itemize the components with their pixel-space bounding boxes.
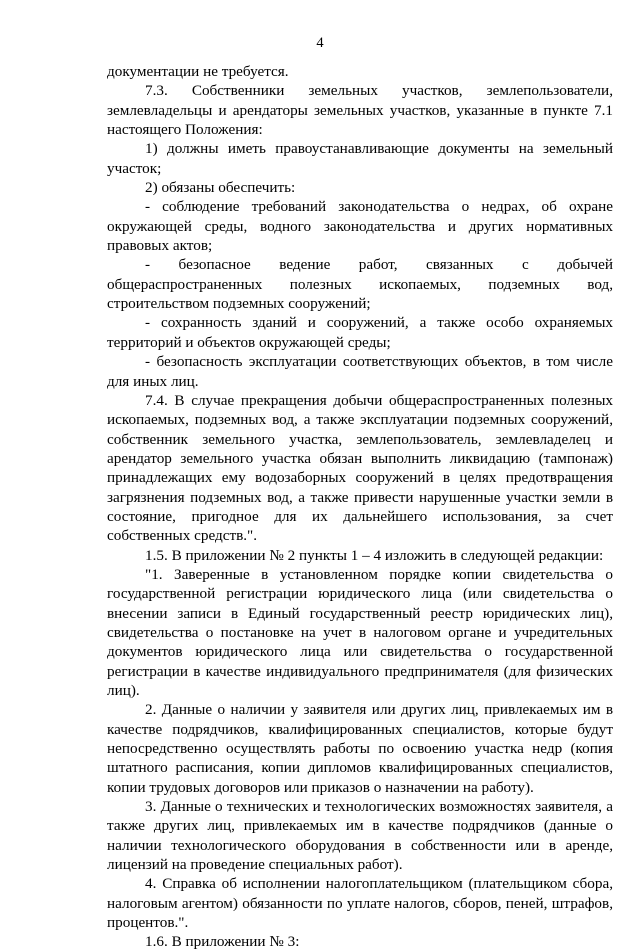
- paragraph-7-4: 7.4. В случае прекращения добычи общераспространенных полезных ископаемых, подземных вод, а также эксплуатации подземных сооружений, собственник земельного участка, землепользователь, землевладелец и арендатор земельного участка обязан выполнить ликвидацию (тампонаж) принадлежащих ему водозаборных сооружений в целях предотвращения загрязнения подземных вод, а также привести нарушенные участки земли в состояние, пригодное для их дальнейшего использования, за счет собственных средств.".: [107, 391, 613, 545]
- list-item-preservation: - сохранность зданий и сооружений, а также особо охраняемых территорий и объектов окружающей среды;: [107, 314, 613, 351]
- appendix-item-1: "1. Заверенные в установленном порядке копии свидетельства о государственной регистрации юридического лица (или свидетельства о внесении записи в Единый государственный реестр юридических лиц), свидетельства о постановке на учет в налоговом органе и учредительных документов юридического лица или свидетельства о государственной регистрации в качестве индивидуального предпринимателя (для физических лиц).: [107, 565, 613, 699]
- paragraph-7-3: 7.3. Собственники земельных участков, землепользователи, землевладельцы и арендаторы земельных участков, указанные в пункте 7.1 настоящего Положения:: [107, 82, 613, 139]
- paragraph-continuation: документации не требуется.: [107, 63, 289, 80]
- paragraph-1-6: 1.6. В приложении № 3:: [145, 933, 300, 951]
- appendix-item-2: 2. Данные о наличии у заявителя или других лиц, привлекаемых им в качестве подрядчиков, квалифицированных специалистов, которые будут непосредственно осуществлять работы по освоению участка недр (копия штатного расписания, копии дипломов квалифицированных специалистов, копии трудовых договоров или приказов о назначении на работу).: [107, 701, 613, 796]
- appendix-item-4: 4. Справка об исполнении налогоплательщиком (плательщиком сбора, налоговым агентом) обязанности по уплате налогов, сборов, пеней, штрафов, процентов.".: [107, 875, 613, 932]
- paragraph-7-3-item-2: 2) обязаны обеспечить:: [145, 179, 296, 197]
- paragraph-7-3-item-1: 1) должны иметь правоустанавливающие документы на земельный участок;: [107, 140, 613, 177]
- paragraph-1-5: 1.5. В приложении № 2 пункты 1 – 4 изложить в следующей редакции:: [145, 546, 604, 564]
- list-item-operation-safety: - безопасность эксплуатации соответствующих объектов, в том числе для иных лиц.: [107, 353, 613, 390]
- document-body: [107, 62, 613, 952]
- appendix-item-3: 3. Данные о технических и технологических возможностях заявителя, а также других лиц, привлекаемых им в качестве подрядчиков (данные о наличии технологического оборудования в собственности или в аренде, лицензий на проведение специальных работ).: [107, 798, 613, 874]
- list-item-legislation: - соблюдение требований законодательства о недрах, об охране окружающей среды, водного законодательства и других нормативных правовых актов;: [107, 198, 613, 255]
- list-item-safe-works: - безопасное ведение работ, связанных с добычей общераспространенных полезных ископаемых, подземных вод, строительством подземных сооружений;: [107, 256, 613, 313]
- page-number: 4: [316, 35, 324, 51]
